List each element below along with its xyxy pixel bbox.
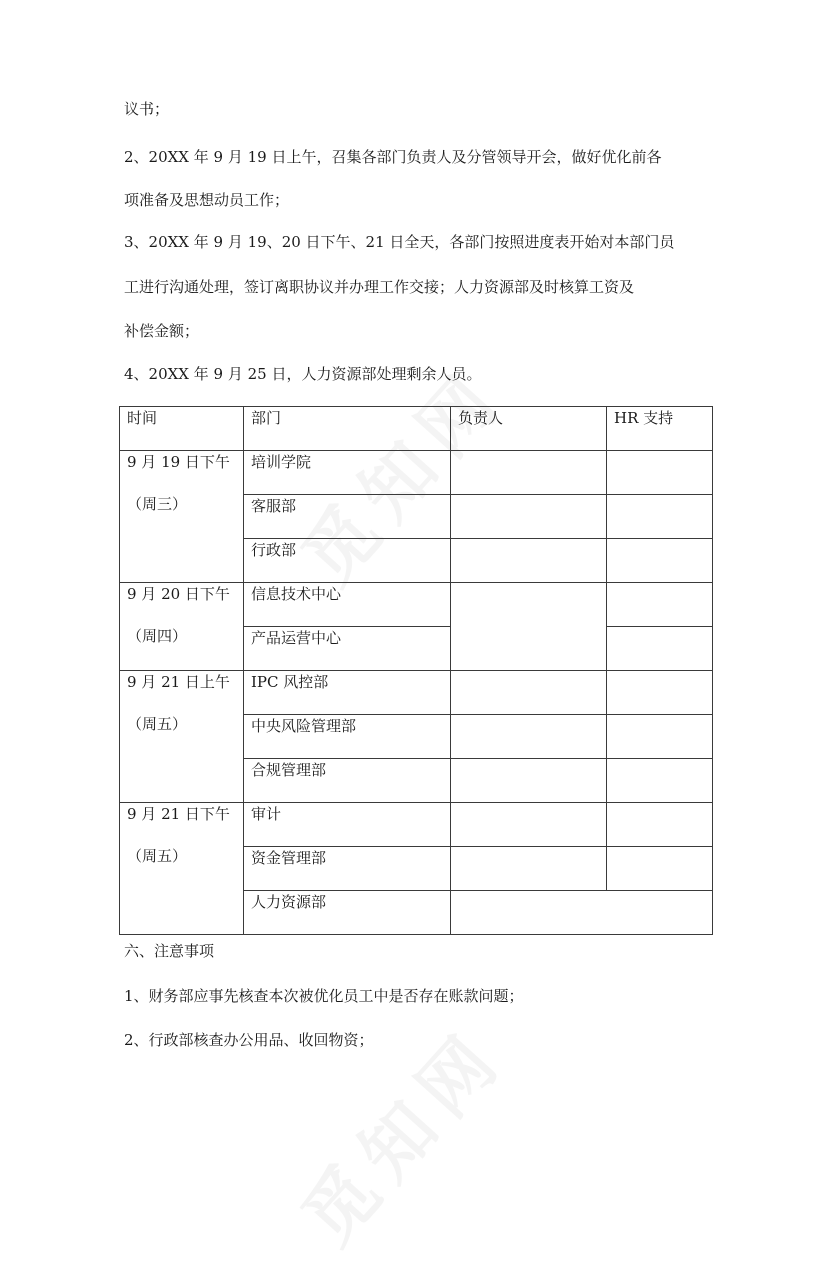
header-hr-support: HR 支持 <box>607 407 713 451</box>
hr-cell <box>607 539 713 583</box>
table-row <box>120 803 713 847</box>
paragraph: 项准备及思想动员工作； <box>124 191 290 209</box>
hr-cell <box>607 671 713 715</box>
owner-cell <box>451 539 607 583</box>
owner-cell <box>451 715 607 759</box>
owner-hr-merged-cell <box>451 891 713 935</box>
department-cell: 行政部 <box>244 539 451 583</box>
hr-cell <box>607 715 713 759</box>
schedule-table <box>119 406 713 935</box>
time-cell <box>120 671 244 803</box>
section-heading: 六、注意事项 <box>124 942 215 960</box>
owner-cell <box>451 583 607 671</box>
department-cell: 产品运营中心 <box>244 627 451 671</box>
department-cell: 培训学院 <box>244 451 451 495</box>
department-cell: 中央风险管理部 <box>244 715 451 759</box>
weekday: （周五） <box>127 847 188 865</box>
owner-cell <box>451 759 607 803</box>
department-cell: 审计 <box>244 803 451 847</box>
hr-cell <box>607 495 713 539</box>
department-cell: 客服部 <box>244 495 451 539</box>
department-cell: 人力资源部 <box>244 891 451 935</box>
department-cell: IPC 风控部 <box>244 671 451 715</box>
owner-cell <box>451 803 607 847</box>
department-cell: 信息技术中心 <box>244 583 451 627</box>
paragraph: 3、20XX 年 9 月 19、20 日下午、21 日全天，各部门按照进度表开始对本部门员 <box>124 233 675 251</box>
header-department: 部门 <box>244 407 451 451</box>
table-row <box>120 671 713 715</box>
weekday: （周四） <box>127 627 188 645</box>
time-cell <box>120 803 244 935</box>
header-owner: 负责人 <box>451 407 607 451</box>
table-row <box>120 583 713 627</box>
owner-cell <box>451 451 607 495</box>
hr-cell <box>607 627 713 671</box>
time-slot: 9 月 21 日下午 <box>127 805 230 823</box>
department-cell: 资金管理部 <box>244 847 451 891</box>
weekday: （周五） <box>127 715 188 733</box>
weekday: （周三） <box>127 495 188 513</box>
hr-cell <box>607 583 713 627</box>
paragraph: 工进行沟通处理，签订离职协议并办理工作交接；人力资源部及时核算工资及 <box>124 278 635 296</box>
paragraph: 补偿金额； <box>124 322 200 340</box>
table-header-row <box>120 407 713 451</box>
header-time: 时间 <box>120 407 244 451</box>
time-cell <box>120 451 244 583</box>
hr-cell <box>607 803 713 847</box>
owner-cell <box>451 495 607 539</box>
list-item: 2、行政部核查办公用品、收回物资； <box>124 1031 374 1049</box>
hr-cell <box>607 451 713 495</box>
time-slot: 9 月 19 日下午 <box>127 453 230 471</box>
hr-cell <box>607 759 713 803</box>
owner-cell <box>451 847 607 891</box>
list-item: 1、财务部应事先核查本次被优化员工中是否存在账款问题； <box>124 987 524 1005</box>
owner-cell <box>451 671 607 715</box>
hr-cell <box>607 847 713 891</box>
department-cell: 合规管理部 <box>244 759 451 803</box>
paragraph: 4、20XX 年 9 月 25 日，人力资源部处理剩余人员。 <box>124 365 482 383</box>
time-cell <box>120 583 244 671</box>
paragraph: 2、20XX 年 9 月 19 日上午，召集各部门负责人及分管领导开会，做好优化前各 <box>124 148 662 166</box>
paragraph: 议书； <box>124 100 170 118</box>
time-slot: 9 月 20 日下午 <box>127 585 230 603</box>
time-slot: 9 月 21 日上午 <box>127 673 230 691</box>
table-row <box>120 451 713 495</box>
